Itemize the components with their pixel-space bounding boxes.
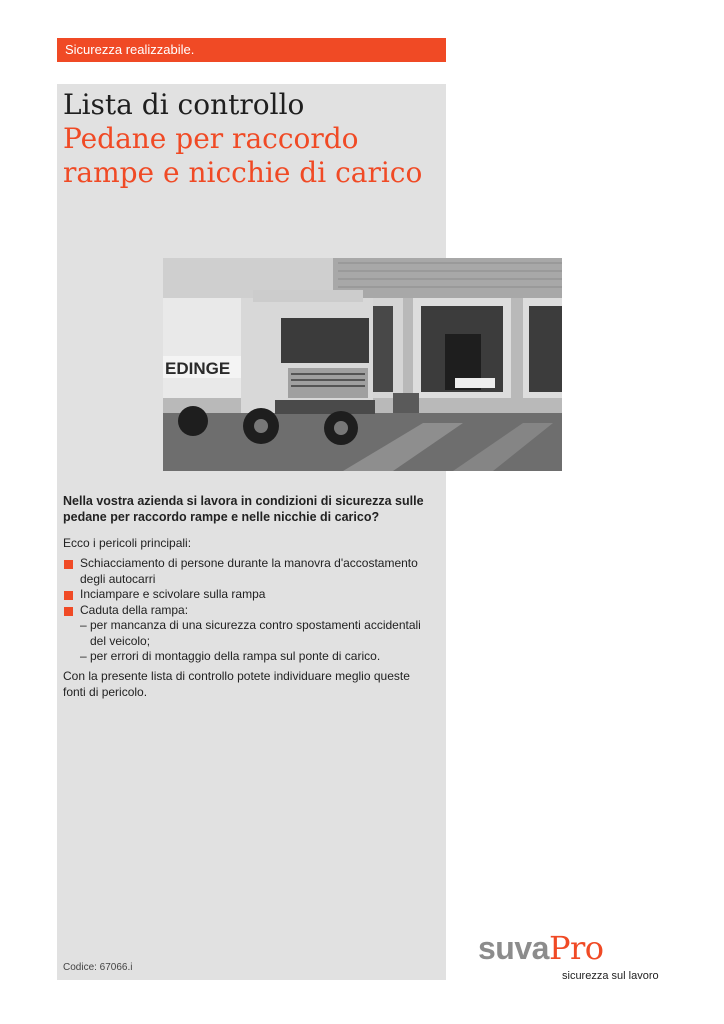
title-main: Lista di controllo [63,88,305,121]
square-bullet-icon [64,560,73,569]
danger-text: Caduta della rampa: [80,602,189,617]
list-item [63,603,433,665]
square-bullet-icon [64,607,73,616]
loading-dock-photo [163,258,562,471]
title-sub-line2: rampe e nicchie di carico [63,156,423,189]
dangers-label: Ecco i pericoli principali: [63,536,192,550]
intro-question: Nella vostra azienda si lavora in condizioni di sicurezza sulle pedane per raccordo rampe e nelle nicchie di carico? [63,494,424,524]
logo-wordmark [478,928,678,968]
content-panel [57,84,446,980]
logo-suva: suva [478,930,549,966]
danger-text: Inciampare e scivolare sulla rampa [80,587,266,601]
logo-pro: Pro [548,929,604,967]
page-title [63,88,443,190]
suvapro-logo [478,928,678,988]
logo-tagline: sicurezza sul lavoro [562,970,659,982]
sub-danger-text: per errori di montaggio della rampa sul ponte di carico. [90,649,381,663]
sub-list-item [80,649,433,665]
sub-danger-text: per mancanza di una sicurezza contro spostamenti accidentali del veicolo; [90,618,421,648]
title-sub-line1: Pedane per raccordo [63,122,359,155]
conclusion-text: Con la presente lista di controllo potete individuare meglio queste fonti di pericolo. [63,669,410,699]
truck-lettering: EDINGE [165,359,231,378]
list-item [63,556,433,587]
header-tagline: Sicurezza realizzabile. [65,42,195,57]
dangers-list [63,556,433,665]
dash-bullet: – [80,618,87,632]
list-item [63,587,433,603]
document-code: Codice: 67066.i [63,962,133,973]
danger-text: Schiacciamento di persone durante la manovra d'accostamento degli autocarri [80,556,418,586]
header-tagline-bar [57,38,446,62]
sub-list-item [80,618,433,649]
dash-bullet: – [80,649,87,663]
sub-dangers-list [80,618,433,665]
square-bullet-icon [64,591,73,600]
